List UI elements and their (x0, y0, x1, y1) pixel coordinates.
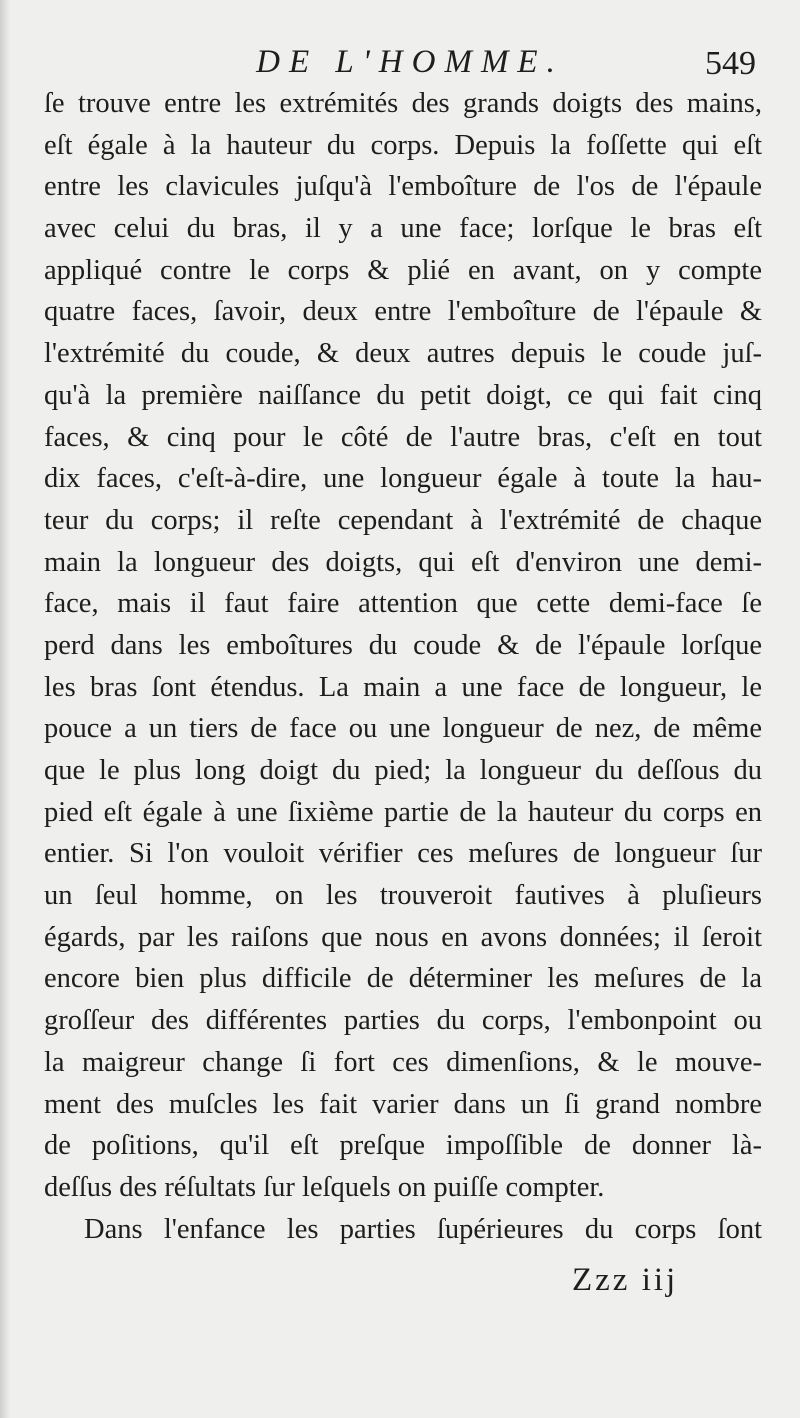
signature-mark: Zzz iij (572, 1262, 679, 1298)
text-line: teur du corps; il reſte cependant à l'extrémité de chaque (44, 504, 762, 536)
text-line: la maigreur change ſi fort ces dimenſions, & le mouve- (44, 1046, 762, 1078)
text-line: les bras ſont étendus. La main a une face de longueur, le (44, 671, 762, 703)
text-line: entier. Si l'on vouloit vérifier ces meſures de longueur ſur (44, 838, 762, 870)
text-line: ment des muſcles les fait varier dans un ſi grand nombre (44, 1088, 762, 1120)
running-title: DE L'HOMME. (256, 44, 564, 80)
text-line: ſe trouve entre les extrémités des grands doigts des mains, (44, 88, 762, 119)
text-line: quatre faces, ſavoir, deux entre l'emboîture de l'épaule & (44, 296, 762, 328)
paragraph-end-line: deſſus des réſultats ſur leſquels on puiſſe compter. (44, 1171, 605, 1203)
text-line: main la longueur des doigts, qui eſt d'environ une demi- (44, 546, 762, 578)
paragraph-start-line: Dans l'enfance les parties ſupérieures du corps ſont (84, 1213, 762, 1245)
text-line: entre les clavicules juſqu'à l'emboîture de l'os de l'épaule (44, 171, 762, 203)
text-line: faces, & cinq pour le côté de l'autre bras, c'eſt en tout (44, 421, 762, 453)
text-line: que le plus long doigt du pied; la longueur du deſſous du (44, 755, 762, 786)
text-line: pouce a un tiers de face ou une longueur de nez, de même (44, 713, 762, 745)
text-line: encore bien plus difficile de déterminer les meſures de la (44, 963, 762, 995)
text-line: perd dans les emboîtures du coude & de l'épaule lorſque (44, 629, 762, 661)
text-line: l'extrémité du coude, & deux autres depuis le coude juſ- (44, 338, 762, 370)
text-line: appliqué contre le corps & plié en avant, on y compte (44, 254, 762, 286)
text-line: face, mais il faut faire attention que cette demi-face ſe (44, 588, 762, 620)
text-line: groſſeur des différentes parties du corps, l'embonpoint ou (44, 1005, 762, 1037)
text-line: dix faces, c'eſt-à-dire, une longueur égale à toute la hau- (44, 463, 762, 495)
text-line: eſt égale à la hauteur du corps. Depuis la foſſette qui eſt (44, 129, 762, 161)
text-line: qu'à la première naiſſance du petit doigt, ce qui fait cinq (44, 379, 762, 411)
body-text (44, 83, 762, 1250)
text-line: de poſitions, qu'il eſt preſque impoſſible de donner là- (44, 1130, 762, 1162)
text-line: un ſeul homme, on les trouveroit fautives à pluſieurs (44, 880, 762, 912)
text-line: pied eſt égale à une ſixième partie de la hauteur du corps en (44, 796, 762, 828)
page-number: 549 (705, 45, 756, 82)
text-line: égards, par les raiſons que nous en avons données; il ſeroit (44, 921, 762, 953)
text-line: avec celui du bras, il y a une face; lorſque le bras eſt (44, 213, 762, 245)
